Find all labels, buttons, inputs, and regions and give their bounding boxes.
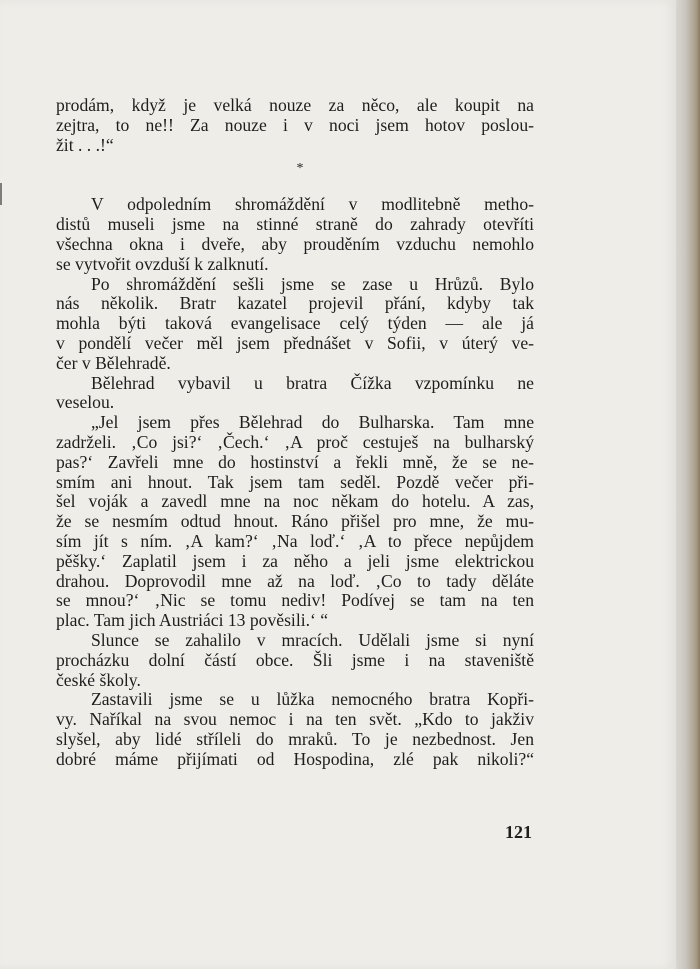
text-line: smím ani hnout. Tak jsem tam seděl. Pozdě večer při- <box>56 471 534 492</box>
text-line: slyšel, aby lidé stříleli do mraků. To je nezbednost. Jen <box>56 728 534 749</box>
section-separator: * <box>296 161 304 177</box>
text-line: sím jít s ním. ‚A kam?‘ ‚Na loď.‘ ‚A to přece nepůjdem <box>56 530 534 551</box>
text-line: že se nesmím odtud hnout. Ráno přišel pro mne, že mu- <box>56 511 534 532</box>
text-line: „Jel jsem přes Bělehrad do Bulharska. Tam mne <box>91 412 534 433</box>
page-text <box>56 96 534 770</box>
text-line: Bělehrad vybavil u bratra Čížka vzpomínku ne <box>91 372 534 393</box>
text-line: se vytvořit ovzduší k zalknutí. <box>56 253 269 274</box>
paragraph-2 <box>56 195 534 274</box>
paragraph-5 <box>56 413 534 631</box>
text-line: šel voják a zavedl mne na noc někam do hotelu. A zas, <box>56 491 534 512</box>
text-line: Zastavili jsme se u lůžka nemocného bratra Kopři- <box>91 689 534 710</box>
text-line: české školy. <box>56 669 141 690</box>
text-line: Slunce se zahalilo v mracích. Udělali jsme si nyní <box>91 629 534 650</box>
paragraph-6 <box>56 631 534 690</box>
text-line: mohla býti taková evangelisace celý týden — ale já <box>56 313 534 334</box>
margin-mark <box>0 183 10 205</box>
text-line: pas?‘ Zavřeli mne do hostinství a řekli mně, že se ne- <box>56 451 534 472</box>
page-edge <box>676 0 700 969</box>
text-line: zejtra, to ne!! Za nouze i v noci jsem hotov poslou- <box>56 114 534 135</box>
text-line: distů museli jsme na stinné straně do zahrady otevříti <box>56 214 534 235</box>
text-line: plac. Tam jich Austriáci 13 pověsili.‘ “ <box>56 610 329 631</box>
text-line: čer v Bělehradě. <box>56 352 171 373</box>
text-line: vy. Naříkal na svou nemoc i na ten svět. „Kdo to jakživ <box>56 709 534 730</box>
paragraph-3 <box>56 275 534 374</box>
paragraph-4 <box>56 374 534 414</box>
text-line: pěšky.‘ Zaplatil jsem i za něho a jeli jsme elektrickou <box>56 550 534 571</box>
text-line: všechna okna i dveře, aby prouděním vzduchu nemohlo <box>56 233 534 254</box>
text-line: zadrželi. ‚Co jsi?‘ ‚Čech.‘ ‚A proč cestuješ na bulharský <box>56 431 534 452</box>
text-line: drahou. Doprovodil mne až na loď. ‚Co to tady děláte <box>56 570 534 591</box>
text-line: dobré máme přijímati od Hospodina, zlé pak nikoli?“ <box>56 748 534 769</box>
text-line: prodám, když je velká nouze za něco, ale koupit na <box>56 95 534 115</box>
page-number: 121 <box>505 822 532 842</box>
paragraph-1 <box>56 96 534 155</box>
text-line: Po shromáždění sešli jsme se zase u Hrůzů. Bylo <box>91 273 534 294</box>
text-line: se mnou?‘ ‚Nic se tomu nediv! Podívej se tam na ten <box>56 590 534 611</box>
text-line: V odpoledním shromáždění v modlitebně metho- <box>91 194 534 215</box>
text-line: nás několik. Bratr kazatel projevil přání, kdyby tak <box>56 293 534 314</box>
text-line: v pondělí večer měl jsem přednášet v Sofii, v úterý ve- <box>56 332 534 353</box>
text-line: veselou. <box>56 392 115 413</box>
text-line: žit . . .!“ <box>56 134 114 155</box>
paragraph-7 <box>56 690 534 769</box>
text-line: procházku dolní částí obce. Šli jsme i na staveniště <box>56 649 534 670</box>
